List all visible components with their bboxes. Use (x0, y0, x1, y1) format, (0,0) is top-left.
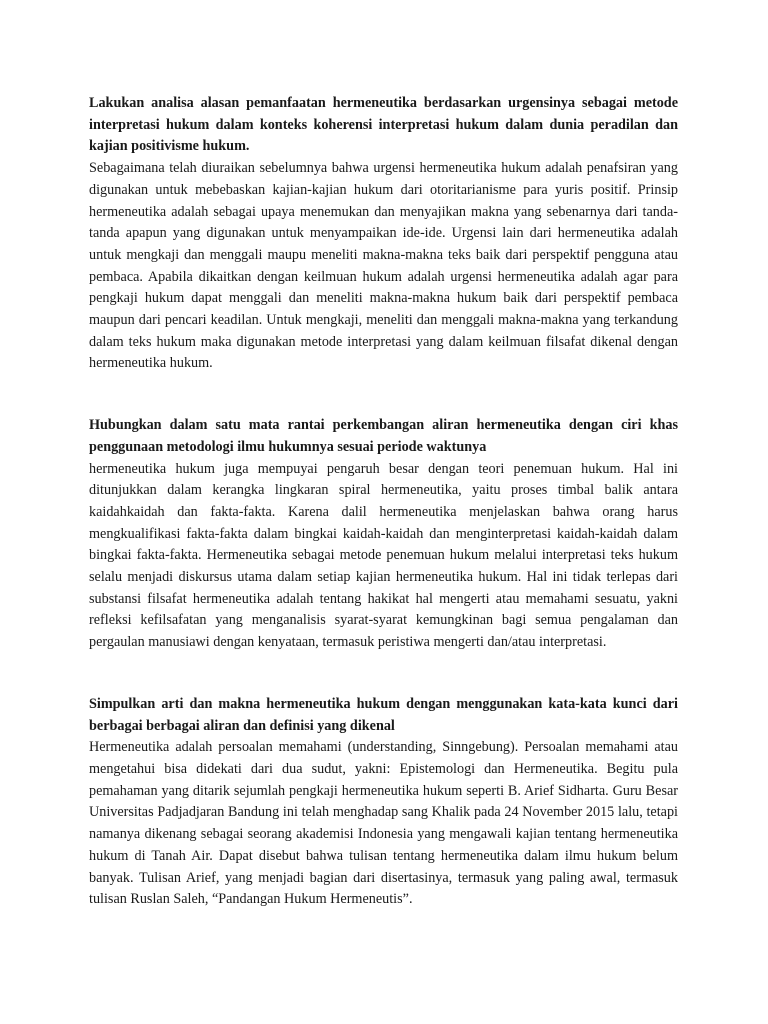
document-page (89, 93, 678, 911)
section-1-heading: Lakukan analisa alasan pemanfaatan hermeneutika berdasarkan urgensinya sebagai metode interpretasi hukum dalam konteks koherensi interpretasi hukum dalam dunia peradilan dan kajian positivisme hukum. (89, 95, 678, 155)
section-3 (89, 694, 678, 911)
section-1-body: Sebagaimana telah diuraikan sebelumnya bahwa urgensi hermeneutika hukum adalah penafsiran yang digunakan untuk mebebaskan kajian-kajian hukum dari otoritarianisme para yuris positif. Prinsip hermeneutika adalah sebagai upaya menemukan dan menyajikan makna yang sebenarnya dari tanda-tanda apapun yang digunakan untuk menyampaikan ide-ide. Urgensi lain dari hermeneutika adalah untuk mengkaji dan menggali maupu meneliti makna-makna teks baik dari perspektif pengguna atau pembaca. Apabila dikaitkan dengan keilmuan hukum adalah urgensi hermeneutika adalah agar para pengkaji hukum dapat menggali dan meneliti makna-makna hukum baik dari perspektif pembaca maupun dari pencari keadilan. Untuk mengkaji, meneliti dan menggali makna-makna yang terkandung dalam teks hukum maka digunakan metode interpretasi yang dalam keilmuan filsafat dikenal dengan hermeneutika hukum. (89, 160, 678, 372)
section-3-heading: Simpulkan arti dan makna hermeneutika hukum dengan menggunakan kata-kata kunci dari berbagai berbagai aliran dan definisi yang dikenal (89, 695, 678, 734)
section-1 (89, 93, 678, 375)
section-2 (89, 415, 678, 654)
section-3-body: Hermeneutika adalah persoalan memahami (understanding, Sinngebung). Persoalan memahami atau mengetahui bisa didekati dari dua sudut, yakni: Epistemologi dan Hermeneutika. Begitu pula pemahaman yang ditarik sejumlah pengkaji hermeneutika hukum seperti B. Arief Sidharta. Guru Besar Universitas Padjadjaran Bandung ini telah menghadap sang Khalik pada 24 November 2015 lalu, tetapi namanya dikenang sebagai seorang akademisi Indonesia yang mengawali kajian tentang hermeneutika hukum di Tanah Air. Dapat disebut bahwa tulisan tentang hermeneutika dalam ilmu hukum belum banyak. Tulisan Arief, yang menjadi bagian dari disertasinya, termasuk yang paling awal, termasuk tulisan Ruslan Saleh, “Pandangan Hukum Hermeneutis”. (89, 739, 678, 908)
section-2-heading: Hubungkan dalam satu mata rantai perkembangan aliran hermeneutika dengan ciri khas penggunaan metodologi ilmu hukumnya sesuai periode waktunya (89, 417, 678, 455)
section-2-body: hermeneutika hukum juga mempuyai pengaruh besar dengan teori penemuan hukum. Hal ini ditunjukkan dalam kerangka lingkaran spiral hermeneutika, yaitu proses timbal balik antara kaidahkaidah dan fakta-fakta. Karena dalil hermeneutika menjelaskan bahwa orang harus mengkualifikasi fakta-fakta dalam bingkai kaidah-kaidah dan menginterpretasi kaidah-kaidah dalam bingkai fakta-fakta. Hermeneutika sebagai metode penemuan hukum melalui interpretasi teks hukum selalu menjadi diskursus utama dalam setiap kajian hermeneutika hukum. Hal ini tidak terlepas dari substansi filsafat hermeneutika adalah tentang hakikat hal mengerti atau memahami sesuatu, yakni refleksi kefilsafatan yang menganalisis syarat-syarat kemungkinan bagi semua pengalaman dan pergaulan manusiawi dengan kenyataan, termasuk peristiwa mengerti dan/atau interpretasi. (89, 460, 678, 651)
